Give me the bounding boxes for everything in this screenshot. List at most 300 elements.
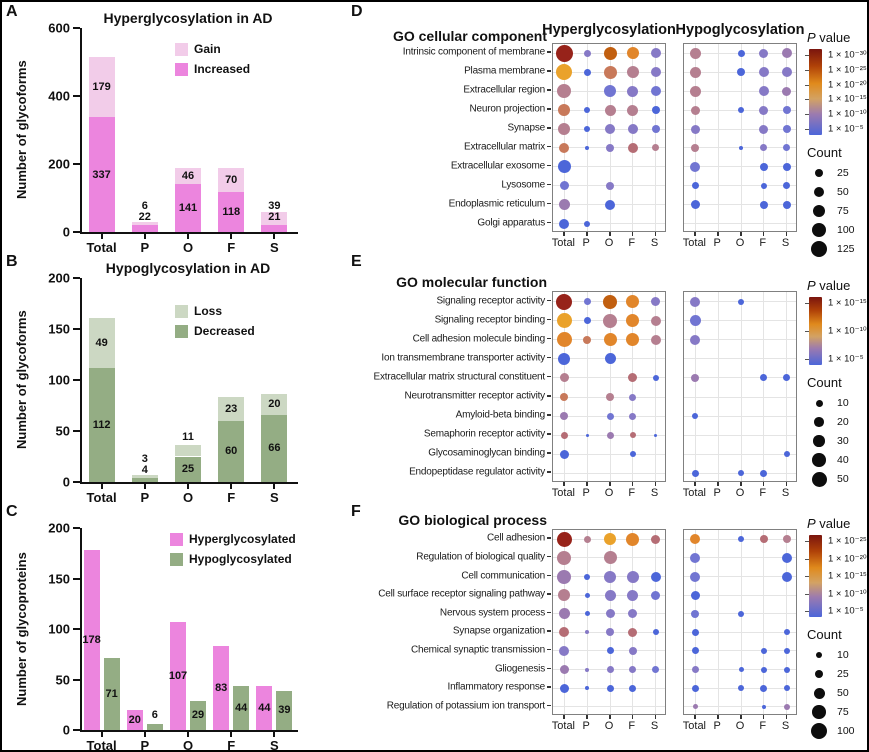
count-legend-label: 50 xyxy=(837,186,849,198)
data-dot xyxy=(784,451,790,457)
count-legend-dot xyxy=(812,223,827,238)
y-axis-tick xyxy=(73,628,80,630)
pvalue-tick-label: 1 × 10⁻⁵ xyxy=(828,123,864,135)
data-dot xyxy=(607,647,614,654)
count-legend-dot xyxy=(814,417,824,427)
row-label: Neuron projection xyxy=(469,103,545,115)
y-axis-tick-label: 200 xyxy=(48,520,70,536)
x-axis-tick-label: Total xyxy=(86,490,117,505)
panel-label-D: D xyxy=(351,3,363,20)
data-dot xyxy=(586,434,589,437)
x-axis-tick-label: F xyxy=(227,490,236,505)
row-label: Extracellular exosome xyxy=(450,160,545,172)
data-dot xyxy=(784,685,790,691)
bar-segment-decreased xyxy=(132,478,158,482)
row-axis-tick xyxy=(547,108,551,110)
bar-value-label: 11 xyxy=(182,431,194,444)
legend-entry xyxy=(175,62,250,76)
data-dot xyxy=(628,373,637,382)
row-label: Cell adhesion xyxy=(487,532,545,544)
data-dot xyxy=(560,181,569,190)
data-dot xyxy=(626,333,639,346)
column-label: Total xyxy=(682,487,707,499)
data-dot xyxy=(603,295,617,309)
data-dot xyxy=(607,413,614,420)
data-dot xyxy=(760,201,768,209)
panel-c-glycoproteins-bar-chart xyxy=(2,502,347,750)
row-label: Inflammatory response xyxy=(447,681,545,693)
data-dot xyxy=(559,199,570,210)
gridline xyxy=(684,435,796,436)
legend-label: Hyperglycosylated xyxy=(189,532,296,546)
column-label: Total xyxy=(551,720,576,732)
bar-value-label: 66 xyxy=(268,442,281,455)
pvalue-tick-label: 1 × 10⁻¹⁵ xyxy=(828,297,867,309)
y-axis-tick xyxy=(73,527,80,529)
data-dot xyxy=(761,648,767,654)
row-axis-tick xyxy=(547,165,551,167)
gridline xyxy=(684,166,796,167)
row-label: Golgi apparatus xyxy=(477,217,545,229)
column-axis-tick xyxy=(632,482,634,486)
data-dot xyxy=(759,125,768,134)
row-axis-tick xyxy=(547,51,551,53)
legend-swatch-loss xyxy=(175,305,188,318)
data-dot xyxy=(691,144,699,152)
y-axis-tick xyxy=(73,578,80,580)
dot-grid-hyper xyxy=(552,529,666,715)
chart-title: Hypoglycosylation in AD xyxy=(105,260,271,276)
data-dot xyxy=(558,104,570,116)
count-legend-label: 50 xyxy=(837,473,849,485)
count-legend-label: 25 xyxy=(837,668,849,680)
data-dot xyxy=(759,67,769,77)
data-dot xyxy=(604,533,616,545)
pvalue-legend-title: P value xyxy=(807,516,851,531)
count-legend-label: 10 xyxy=(837,649,849,661)
count-legend-dot xyxy=(813,435,825,447)
y-axis-tick-label: 0 xyxy=(62,224,70,240)
row-axis-tick xyxy=(547,414,551,416)
data-dot xyxy=(630,432,636,438)
data-dot xyxy=(738,50,745,57)
x-axis-tick xyxy=(101,732,103,737)
row-axis-tick xyxy=(547,338,551,340)
pvalue-tick-label: 1 × 10⁻¹⁰ xyxy=(828,588,867,599)
pvalue-tick-label: 1 × 10⁻¹⁰ xyxy=(828,108,867,120)
y-axis-tick xyxy=(73,481,80,483)
column-axis-tick xyxy=(763,482,765,486)
gridline xyxy=(684,377,796,378)
x-axis-tick xyxy=(101,484,103,489)
data-dot xyxy=(692,629,699,636)
row-axis-tick xyxy=(547,612,551,614)
row-label: Regulation of potassium ion transport xyxy=(386,700,545,712)
data-dot xyxy=(762,705,766,709)
bar-value-label: 39 xyxy=(278,704,291,717)
column-label: P xyxy=(582,237,590,249)
pvalue-tick-mark xyxy=(805,129,809,130)
data-dot xyxy=(605,105,616,116)
bar-value-label: 20 xyxy=(268,398,281,411)
bar-value-label: 4 xyxy=(141,463,148,476)
data-dot xyxy=(561,432,568,439)
legend-entry xyxy=(175,42,250,56)
bar-value-label: 118 xyxy=(222,205,241,218)
data-dot xyxy=(557,570,571,584)
data-dot xyxy=(628,628,637,637)
data-dot xyxy=(585,630,589,634)
data-dot xyxy=(629,647,637,655)
column-axis-tick xyxy=(740,232,742,236)
row-label: Cell adhesion molecule binding xyxy=(412,333,545,345)
pvalue-tick-label: 1 × 10⁻³⁰ xyxy=(828,49,867,61)
column-label: O xyxy=(735,487,745,499)
x-axis-tick xyxy=(230,484,232,489)
row-axis-tick xyxy=(547,357,551,359)
row-label: Neurotransmitter receptor activity xyxy=(404,390,545,402)
x-axis-tick xyxy=(230,732,232,737)
pvalue-gradient-bar xyxy=(809,535,822,617)
count-legend-dot xyxy=(814,187,825,198)
data-dot xyxy=(652,144,659,151)
data-dot xyxy=(691,610,699,618)
bar-value-label: 6 xyxy=(151,708,158,721)
x-axis-tick xyxy=(144,732,146,737)
data-dot xyxy=(690,48,701,59)
data-dot xyxy=(692,685,699,692)
pvalue-legend-title: P value xyxy=(807,30,851,45)
data-dot xyxy=(760,535,768,543)
bar-value-label: 23 xyxy=(225,403,238,416)
x-axis-tick xyxy=(230,234,232,239)
data-dot xyxy=(584,69,591,76)
data-dot xyxy=(558,160,571,173)
column-axis-tick xyxy=(655,232,657,236)
row-axis-tick xyxy=(547,593,551,595)
y-axis-tick-label: 400 xyxy=(48,88,70,104)
gridline xyxy=(684,557,796,558)
data-dot xyxy=(559,219,569,229)
y-axis-tick xyxy=(73,729,80,731)
data-dot xyxy=(692,470,699,477)
row-axis-tick xyxy=(547,575,551,577)
data-dot xyxy=(737,68,745,76)
data-dot xyxy=(690,86,701,97)
data-dot xyxy=(560,684,569,693)
dot-grid-hypo xyxy=(683,43,797,232)
gridline xyxy=(684,358,796,359)
row-axis-tick xyxy=(547,471,551,473)
bar-value-label: 3 xyxy=(141,452,148,465)
bar-value-label: 71 xyxy=(105,688,118,701)
column-axis-tick xyxy=(763,232,765,236)
count-legend-label: 25 xyxy=(837,167,849,179)
data-dot xyxy=(690,315,701,326)
data-dot xyxy=(738,685,744,691)
data-dot xyxy=(783,201,791,209)
row-label: Nervous system process xyxy=(439,607,545,619)
count-legend-dot xyxy=(816,652,822,658)
count-legend-title: Count xyxy=(807,145,842,160)
row-axis-tick xyxy=(547,89,551,91)
data-dot xyxy=(690,67,701,78)
column-axis-tick xyxy=(694,232,696,236)
data-dot xyxy=(782,67,792,77)
data-dot xyxy=(627,66,639,78)
y-axis-tick xyxy=(73,27,80,29)
data-dot xyxy=(604,85,616,97)
row-axis-tick xyxy=(547,537,551,539)
row-label: Signaling receptor activity xyxy=(436,295,545,307)
pvalue-tick-mark xyxy=(805,303,809,304)
data-dot xyxy=(584,126,590,132)
data-dot xyxy=(605,200,615,210)
gridline xyxy=(684,185,796,186)
data-dot xyxy=(783,535,791,543)
data-dot xyxy=(651,316,661,326)
data-dot xyxy=(783,106,791,114)
y-axis-tick-label: 100 xyxy=(48,372,70,388)
data-dot xyxy=(604,66,617,79)
row-axis-tick xyxy=(547,146,551,148)
bar-value-label: 70 xyxy=(225,173,238,186)
data-dot xyxy=(783,163,791,171)
y-axis-tick xyxy=(73,95,80,97)
legend-entry xyxy=(175,304,255,318)
bar-segment-increased xyxy=(132,225,158,232)
count-legend-label: 125 xyxy=(837,243,855,255)
pvalue-gradient-bar xyxy=(809,297,822,365)
data-dot xyxy=(585,668,589,672)
column-label: S xyxy=(781,487,790,499)
column-axis-tick xyxy=(786,715,788,719)
gridline xyxy=(684,204,796,205)
row-axis-tick xyxy=(547,452,551,454)
y-axis-tick xyxy=(73,328,80,330)
count-legend-title: Count xyxy=(807,375,842,390)
count-legend-dot xyxy=(811,723,827,739)
gridline xyxy=(684,129,796,130)
y-axis-tick-label: 0 xyxy=(62,722,70,738)
gridline xyxy=(553,454,665,455)
data-dot xyxy=(784,704,790,710)
data-dot xyxy=(606,609,615,618)
row-label: Chemical synaptic transmission xyxy=(410,644,545,656)
data-dot xyxy=(559,627,569,637)
row-label: Amyloid-beta binding xyxy=(455,409,545,421)
bar-value-label: 44 xyxy=(258,701,271,714)
data-dot xyxy=(560,412,568,420)
pvalue-tick-label: 1 × 10⁻¹⁰ xyxy=(828,325,867,337)
data-dot xyxy=(783,374,790,381)
data-dot xyxy=(585,146,589,150)
row-label: Extracellular region xyxy=(463,84,545,96)
pvalue-tick-mark xyxy=(805,594,809,595)
dot-grid-hypo xyxy=(683,529,797,715)
column-axis-tick xyxy=(786,232,788,236)
chart-legend xyxy=(170,532,296,572)
x-axis-tick-label: O xyxy=(182,240,194,255)
gridline xyxy=(553,223,665,224)
data-dot xyxy=(604,47,617,60)
row-axis-tick xyxy=(547,556,551,558)
header-hyperglycosylation: Hyperglycosylation xyxy=(542,22,676,38)
pvalue-tick-label: 1 × 10⁻²⁰ xyxy=(828,553,867,564)
data-dot xyxy=(761,667,767,673)
row-axis-tick xyxy=(547,127,551,129)
data-dot xyxy=(606,628,614,636)
data-dot xyxy=(584,298,591,305)
count-legend-dot xyxy=(815,670,824,679)
bar-value-label: 178 xyxy=(82,634,101,647)
data-dot xyxy=(607,432,614,439)
panel-e-go-molecular-function-dotplot xyxy=(347,252,867,502)
gridline xyxy=(684,576,796,577)
count-legend-dot xyxy=(816,400,823,407)
row-axis-tick xyxy=(547,705,551,707)
pvalue-gradient-bar xyxy=(809,49,822,135)
data-dot xyxy=(584,574,590,580)
data-dot xyxy=(738,536,744,542)
data-dot xyxy=(559,143,569,153)
data-dot xyxy=(605,590,616,601)
data-dot xyxy=(604,571,616,583)
column-axis-tick xyxy=(740,482,742,486)
data-dot xyxy=(738,299,744,305)
column-label: S xyxy=(650,720,659,732)
legend-swatch-decreased xyxy=(175,325,188,338)
data-dot xyxy=(560,393,568,401)
row-label: Regulation of biological quality xyxy=(416,551,545,563)
y-axis-tick-label: 50 xyxy=(55,423,70,439)
data-dot xyxy=(739,146,743,150)
panel-label-B: B xyxy=(6,253,18,270)
gridline xyxy=(553,706,665,707)
bar-segment-increased xyxy=(261,225,287,232)
pvalue-tick-label: 1 × 10⁻²⁵ xyxy=(828,64,867,76)
bar-value-label: 141 xyxy=(178,202,198,215)
row-label: Semaphorin receptor activity xyxy=(423,428,545,440)
y-axis-tick-label: 200 xyxy=(48,156,70,172)
x-axis-tick xyxy=(187,732,189,737)
data-dot xyxy=(692,647,699,654)
x-axis-tick xyxy=(273,234,275,239)
x-axis-tick xyxy=(187,484,189,489)
chart-title: Hyperglycosylation in AD xyxy=(103,10,273,26)
data-dot xyxy=(556,45,573,62)
x-axis-tick-label: P xyxy=(140,738,150,752)
data-dot xyxy=(556,64,572,80)
legend-label: Decreased xyxy=(194,324,255,338)
column-label: P xyxy=(713,237,721,249)
legend-swatch-hypoglycosylated xyxy=(170,553,183,566)
y-axis-label: Number of glycoforms xyxy=(14,60,29,200)
pvalue-tick-mark xyxy=(805,55,809,56)
column-label: Total xyxy=(682,720,707,732)
x-axis-tick-label: P xyxy=(140,240,150,255)
bar-value-label: 6 xyxy=(141,199,148,212)
data-dot xyxy=(607,685,614,692)
data-dot xyxy=(630,451,636,457)
bar-value-label: 39 xyxy=(268,199,281,212)
row-axis-tick xyxy=(547,319,551,321)
data-dot xyxy=(603,314,617,328)
column-axis-tick xyxy=(586,715,588,719)
column-label: S xyxy=(650,487,659,499)
data-dot xyxy=(556,294,572,310)
gridline xyxy=(684,397,796,398)
legend-entry xyxy=(175,324,255,338)
column-axis-tick xyxy=(609,482,611,486)
data-dot xyxy=(606,182,614,190)
column-label: P xyxy=(713,487,721,499)
go-category-title: GO cellular component xyxy=(392,28,547,44)
data-dot xyxy=(691,125,700,134)
data-dot xyxy=(783,125,791,133)
data-dot xyxy=(690,534,700,544)
column-axis-tick xyxy=(632,715,634,719)
data-dot xyxy=(651,591,660,600)
column-axis-tick xyxy=(740,715,742,719)
go-category-title: GO biological process xyxy=(398,512,547,528)
column-label: O xyxy=(604,237,614,249)
data-dot xyxy=(651,67,661,77)
x-axis-tick-label: O xyxy=(182,490,194,505)
data-dot xyxy=(628,143,638,153)
legend-entry xyxy=(170,552,296,566)
gridline xyxy=(684,454,796,455)
row-label: Intrinsic component of membrane xyxy=(402,46,545,58)
column-label: F xyxy=(628,487,636,499)
y-axis-tick xyxy=(73,379,80,381)
column-axis-tick xyxy=(586,482,588,486)
data-dot xyxy=(584,107,590,113)
row-label: Extracellular matrix xyxy=(463,141,545,153)
count-legend-dot xyxy=(812,453,826,467)
count-legend-dot xyxy=(814,688,825,699)
data-dot xyxy=(782,572,792,582)
count-legend-label: 40 xyxy=(837,454,849,466)
data-dot xyxy=(782,48,792,58)
data-dot xyxy=(783,182,790,189)
data-dot xyxy=(653,375,659,381)
row-axis-tick xyxy=(547,70,551,72)
y-axis-label: Number of glycoforms xyxy=(14,310,29,450)
data-dot xyxy=(583,336,591,344)
data-dot xyxy=(627,571,639,583)
column-label: F xyxy=(759,237,767,249)
y-axis-tick xyxy=(73,231,80,233)
column-axis-tick xyxy=(586,232,588,236)
data-dot xyxy=(690,553,700,563)
data-dot xyxy=(560,665,569,674)
data-dot xyxy=(627,86,638,97)
data-dot xyxy=(654,434,657,437)
column-label: O xyxy=(735,720,745,732)
data-dot xyxy=(760,144,767,151)
column-axis-tick xyxy=(609,715,611,719)
pvalue-tick-mark xyxy=(805,559,809,560)
x-axis-tick-label: F xyxy=(227,240,236,255)
column-label: O xyxy=(604,720,614,732)
data-dot xyxy=(651,86,661,96)
pvalue-tick-label: 1 × 10⁻¹⁵ xyxy=(828,93,867,105)
data-dot xyxy=(585,611,590,616)
column-axis-tick xyxy=(717,232,719,236)
data-dot xyxy=(605,353,616,364)
column-axis-tick xyxy=(563,232,565,236)
